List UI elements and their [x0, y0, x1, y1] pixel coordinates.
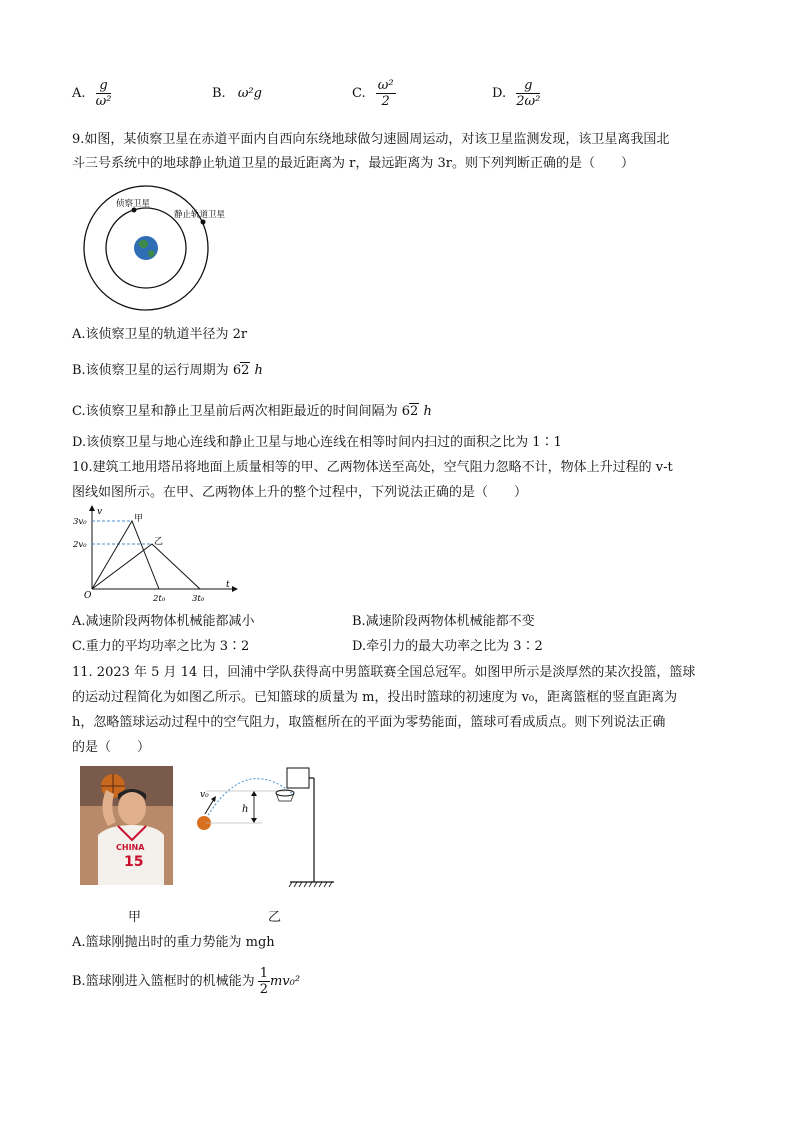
jersey-number: 15 [124, 854, 144, 870]
q9-option-c: C.该侦察卫星和静止卫星前后两次相距最近的时间间隔为 62 h [72, 404, 432, 419]
q11-stem-line-2: 的运动过程简化为如图乙所示。已知篮球的质量为 m，投出时篮球的初速度为 v₀，距离篮框的竖直距离为 [72, 690, 678, 705]
label-jia: 甲 [134, 514, 144, 524]
line-yi [92, 544, 200, 589]
q8-option-a: A. $\frac{g}{\text{ω²}}$ [72, 78, 112, 109]
tick-2v0: 2v₀ [73, 540, 87, 550]
basketball-player-photo [80, 766, 173, 885]
q8-option-c: C. $\frac{\text{ω²}}{2}$ [352, 78, 394, 109]
q10-option-d: D.牵引力的最大功率之比为 3∶2 [352, 639, 543, 654]
q8-option-a-fraction: $\frac{g}{\text{ω²}}$ [95, 78, 112, 109]
caption-jia: 甲 [128, 910, 142, 925]
q11-stem-line-3: h，忽略篮球运动过程中的空气阻力，取篮框所在的平面为零势能面，篮球可看成质点。则下列说法正确 [72, 715, 666, 730]
player-head [118, 791, 146, 825]
jersey-text: CHINA [116, 843, 145, 852]
q10-option-b: B.减速阶段两物体机械能都不变 [352, 614, 535, 629]
label-geo-satellite: 静止轨道卫星 [174, 210, 226, 220]
v-axis-label: v [97, 507, 103, 517]
q11-option-b-fraction: $\frac{1}{2}$ [259, 966, 268, 997]
q10-option-a: A.减速阶段两物体机械能都减小 [72, 614, 255, 629]
label-yi: 乙 [154, 537, 164, 547]
q8-option-b: B. ω²g [212, 86, 262, 101]
vt-graph [72, 503, 242, 603]
geo-satellite-dot [201, 220, 206, 225]
q8-option-c-fraction: $\frac{\text{ω²}}{2}$ [377, 78, 394, 109]
v0-label: v₀ [200, 790, 209, 800]
q11-stem-line-1: 11. 2023 年 5 月 14 日，回浦中学队获得高中男篮联赛全国总冠军。如图甲所示是淡厚然的某次投篮，篮球 [72, 665, 696, 680]
origin-label: O [84, 591, 92, 601]
q9-option-b: B.该侦察卫星的运行周期为 62 h [72, 363, 263, 378]
q11-option-b: B.篮球刚进入篮框时的机械能为 $\frac{1}{2}$ mv₀² [72, 966, 301, 997]
q9-stem-line-2: 斗三号系统中的地球静止轨道卫星的最近距离为 r，最远距离为 3r。则下列判断正确的是（ ） [72, 156, 634, 171]
q11-stem-line-4: 的是（ ） [72, 740, 151, 755]
backboard [287, 768, 309, 788]
tick-3t0: 3t₀ [192, 594, 205, 603]
line-jia [92, 521, 159, 589]
v0-arrow [205, 799, 214, 814]
tick-2t0: 2t₀ [153, 594, 166, 603]
orbit-diagram [78, 185, 248, 315]
q9-option-d: D.该侦察卫星与地心连线和静止卫星与地心连线在相等时间内扫过的面积之比为 1∶1 [72, 435, 562, 450]
q8-option-d-fraction: $\frac{g}{\text{2ω²}}$ [516, 78, 541, 109]
t-axis-label: t [226, 580, 230, 590]
earth-icon [134, 236, 158, 260]
q9-option-a: A.该侦察卫星的轨道半径为 2r [72, 327, 248, 342]
ball-trajectory [204, 779, 294, 822]
q10-option-c: C.重力的平均功率之比为 3∶2 [72, 639, 250, 654]
q10-stem-line-1: 10.建筑工地用塔吊将地面上质量相等的甲、乙两物体送至高处，空气阻力忽略不计，物体上升过程的 v-t [72, 460, 673, 475]
q10-stem-line-2: 图线如图所示。在甲、乙两物体上升的整个过程中，下列说法正确的是（ ） [72, 485, 528, 500]
caption-yi: 乙 [268, 910, 282, 925]
h-label: h [242, 804, 249, 815]
label-recon-satellite: 侦察卫星 [116, 199, 151, 209]
q8-option-d: D. $\frac{g}{\text{2ω²}}$ [492, 78, 541, 109]
q9-stem-line-1: 9.如图，某侦察卫星在赤道平面内自西向东绕地球做匀速圆周运动，对该卫星监测发现，该卫星离我国北 [72, 132, 670, 147]
shot-diagram [192, 766, 338, 890]
tick-3v0: 3v₀ [73, 517, 87, 527]
q11-option-a: A.篮球刚抛出时的重力势能为 mgh [72, 935, 275, 950]
